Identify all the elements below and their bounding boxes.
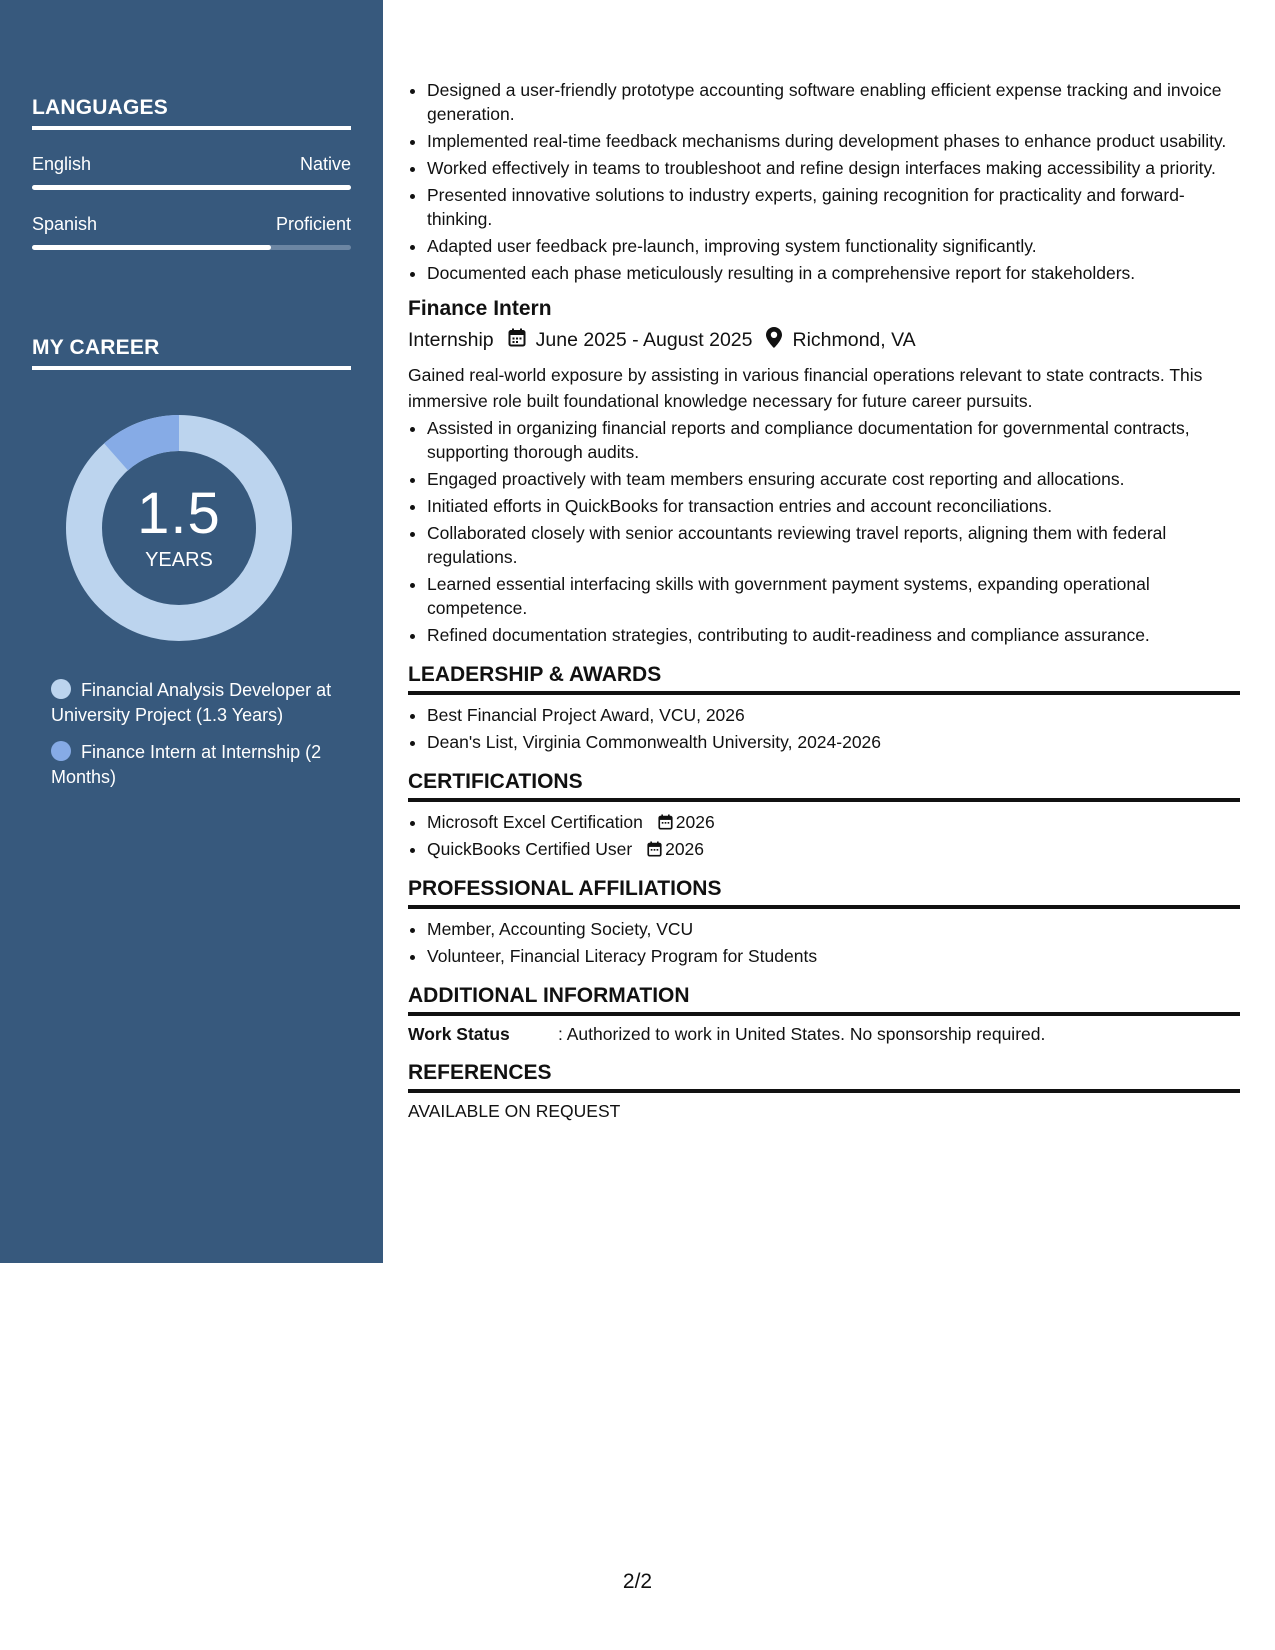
language-item — [32, 154, 351, 190]
list-item: • Initiated efforts in QuickBooks for transaction entries and account reconciliations. — [427, 494, 1240, 518]
job-bullets — [408, 416, 1240, 647]
list-item: • Implemented real-time feedback mechanisms during development phases to enhance product usability. — [427, 129, 1240, 153]
list-item: • Volunteer, Financial Literacy Program for Students — [427, 944, 1240, 968]
legend-label: Finance Intern at Internship (2 Months) — [51, 742, 322, 787]
legend-label: Financial Analysis Developer at University Project (1.3 Years) — [51, 680, 332, 725]
leadership-heading: LEADERSHIP & AWARDS — [408, 663, 1240, 695]
calendar-icon — [647, 839, 665, 859]
language-name: English — [32, 154, 92, 174]
references-heading: REFERENCES — [408, 1061, 1240, 1093]
cert-year: 2026 — [665, 839, 705, 859]
list-item: • Refined documentation strategies, contributing to audit-readiness and compliance assurance. — [427, 623, 1240, 647]
job-meta — [408, 327, 1240, 354]
career-heading: MY CAREER — [32, 336, 351, 370]
legend-dot-icon — [51, 741, 71, 761]
career-legend-item — [51, 678, 351, 728]
affiliations-list — [408, 917, 1240, 968]
cert-year: 2026 — [675, 812, 715, 832]
list-item: • Best Financial Project Award, VCU, 2026 — [427, 703, 1240, 727]
work-status-row — [408, 1024, 1240, 1045]
list-item: • Member, Accounting Society, VCU — [427, 917, 1240, 941]
list-item: • Documented each phase meticulously resulting in a comprehensive report for stakeholders. — [427, 261, 1240, 285]
job-location: Richmond, VA — [792, 329, 916, 351]
cert-name: Microsoft Excel Certification — [427, 812, 643, 832]
list-item — [427, 810, 1240, 834]
list-item: • Presented innovative solutions to industry experts, gaining recognition for practicality and forward-thinking. — [427, 183, 1240, 231]
location-pin-icon — [766, 327, 782, 354]
list-item — [427, 837, 1240, 861]
affiliations-heading: PROFESSIONAL AFFILIATIONS — [408, 877, 1240, 909]
calendar-icon — [508, 328, 526, 353]
legend-dot-icon — [51, 679, 71, 699]
career-section — [32, 336, 351, 370]
references-text: AVAILABLE ON REQUEST — [408, 1101, 621, 1121]
list-item: • Worked effectively in teams to troubleshoot and refine design interfaces making accessibility a priority. — [427, 156, 1240, 180]
languages-heading: LANGUAGES — [32, 96, 351, 130]
career-total-unit: YEARS — [145, 548, 213, 571]
language-item — [32, 214, 351, 250]
list-item: • Learned essential interfacing skills with government payment systems, expanding operational competence. — [427, 572, 1240, 620]
work-status-label: Work Status — [408, 1024, 510, 1044]
certifications-list — [408, 810, 1240, 861]
list-item: • Designed a user-friendly prototype accounting software enabling efficient expense tracking and invoice generation. — [427, 78, 1240, 126]
language-bar-fill — [32, 245, 271, 250]
language-bar — [32, 245, 351, 250]
career-total-years: 1.5 — [137, 480, 221, 546]
list-item: • Engaged proactively with team members ensuring accurate cost reporting and allocations. — [427, 467, 1240, 491]
certifications-heading: CERTIFICATIONS — [408, 770, 1240, 802]
leadership-list — [408, 703, 1240, 754]
job-title: Finance Intern — [408, 297, 552, 320]
calendar-icon — [658, 812, 676, 832]
languages-section — [32, 96, 351, 250]
career-legend-item — [51, 740, 351, 790]
main-content — [408, 78, 1240, 1122]
project-bullets — [408, 78, 1240, 285]
sidebar — [0, 0, 383, 1263]
list-item: • Assisted in organizing financial reports and compliance documentation for governmental contracts, supporting thorough audits. — [427, 416, 1240, 464]
list-item: • Collaborated closely with senior accountants reviewing travel reports, aligning them with federal regulations. — [427, 521, 1240, 569]
list-item: • Dean's List, Virginia Commonwealth University, 2024-2026 — [427, 730, 1240, 754]
job-description: Gained real-world exposure by assisting in various financial operations relevant to state contracts. This immersive role built foundational knowledge necessary for future career pursuits. — [408, 365, 1203, 411]
list-item: • Adapted user feedback pre-launch, improving system functionality significantly. — [427, 234, 1240, 258]
page-number: 2/2 — [622, 1570, 653, 1593]
career-donut-chart — [66, 415, 292, 641]
language-bar — [32, 185, 351, 190]
cert-name: QuickBooks Certified User — [427, 839, 633, 859]
job-dates: June 2025 - August 2025 — [535, 329, 753, 351]
language-level: Proficient — [275, 214, 351, 234]
language-name: Spanish — [32, 214, 98, 234]
language-bar-fill — [32, 185, 351, 190]
additional-heading: ADDITIONAL INFORMATION — [408, 984, 1240, 1016]
language-level: Native — [299, 154, 351, 174]
job-type: Internship — [408, 329, 494, 351]
work-status-value: : Authorized to work in United States. No sponsorship required. — [558, 1024, 1046, 1044]
